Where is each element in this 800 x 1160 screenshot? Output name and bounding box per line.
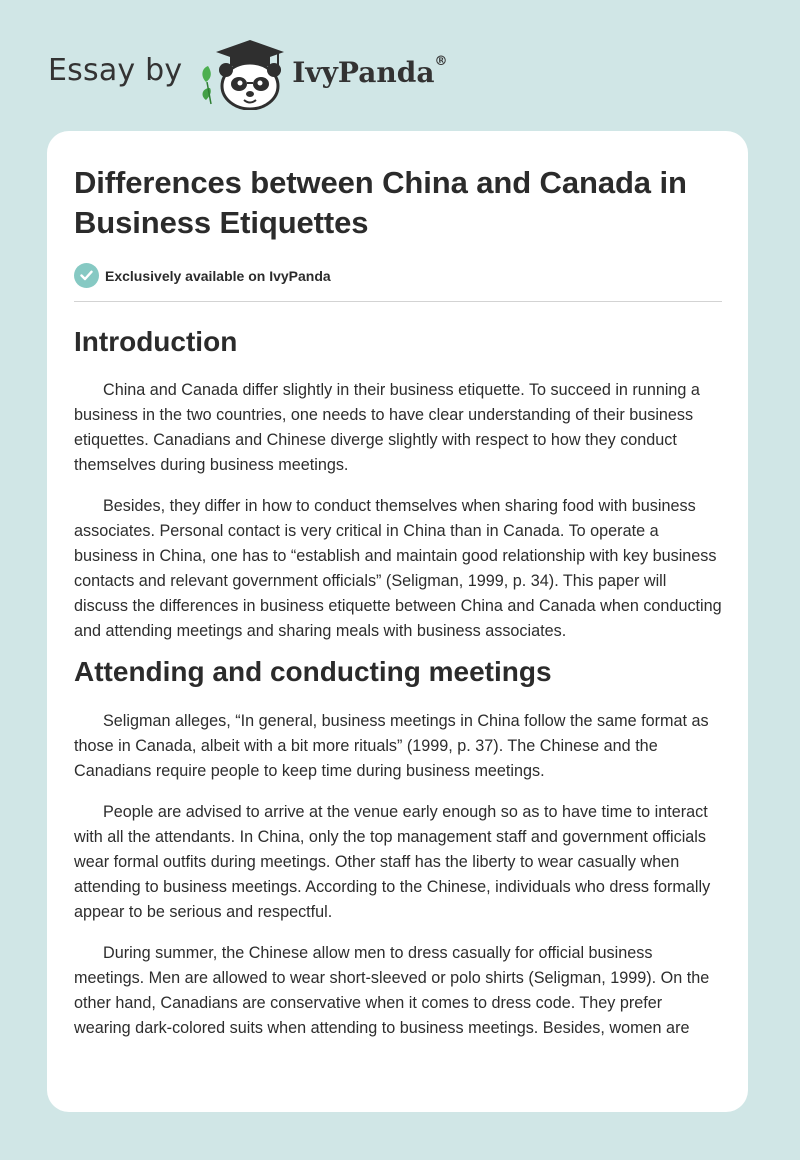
section-heading-introduction: Introduction xyxy=(74,326,238,357)
paragraph: Besides, they differ in how to conduct themselves when sharing food with business associates. Personal contact is very critical in China than in Canada. To operate a business in China, one has to “establish and maintain good relationship with key business contacts and relevant government officials” (Seligman, 1999, p. 34). This paper will discuss the differences in business etiquette between China and Canada when conducting and attending meetings and sharing meals with business associates. xyxy=(74,497,722,640)
badge-label: Exclusively available on IvyPanda xyxy=(105,267,331,284)
paragraph: During summer, the Chinese allow men to dress casually for official business meetings. Men are allowed to wear short-sleeved or polo shirts (Seligman, 1999). On the other hand, Canadians are conservative when it comes to dress code. They prefer wearing dark-colored suits when attending to business meetings. Besides, women are xyxy=(74,944,710,1037)
divider xyxy=(74,301,722,302)
paragraph: China and Canada differ slightly in their business etiquette. To succeed in running a business in the two countries, one needs to have clear understanding of their business etiquettes. Canadians and Chinese diverge slightly with respect to how they conduct themselves during business meetings. xyxy=(74,381,700,474)
section-heading-meetings: Attending and conducting meetings xyxy=(74,656,552,687)
paragraph: People are advised to arrive at the venue early enough so as to have time to interact with all the attendants. In China, only the top management staff and government officials wear formal outfits during meetings. Other staff has the liberty to wear casually when attending to business meetings. According to the Chinese, individuals who dress formally appear to be serious and respectful. xyxy=(74,803,711,921)
check-circle-icon xyxy=(74,263,99,288)
paragraph: Seligman alleges, “In general, business meetings in China follow the same format as those in Canada, albeit with a bit more rituals” (1999, p. 37). The Chinese and the Canadians require people to keep time during business meetings. xyxy=(74,712,709,780)
brand-name[interactable]: IvyPanda® xyxy=(292,53,448,89)
essay-by-label: Essay by xyxy=(48,52,183,88)
article-card xyxy=(47,131,748,1112)
exclusive-badge xyxy=(74,263,722,288)
article-title: Differences between China and Canada in Business Etiquettes xyxy=(74,165,687,240)
site-header xyxy=(48,38,447,110)
panda-graduation-cap-icon[interactable] xyxy=(196,38,288,110)
trademark-symbol: ® xyxy=(434,53,448,69)
